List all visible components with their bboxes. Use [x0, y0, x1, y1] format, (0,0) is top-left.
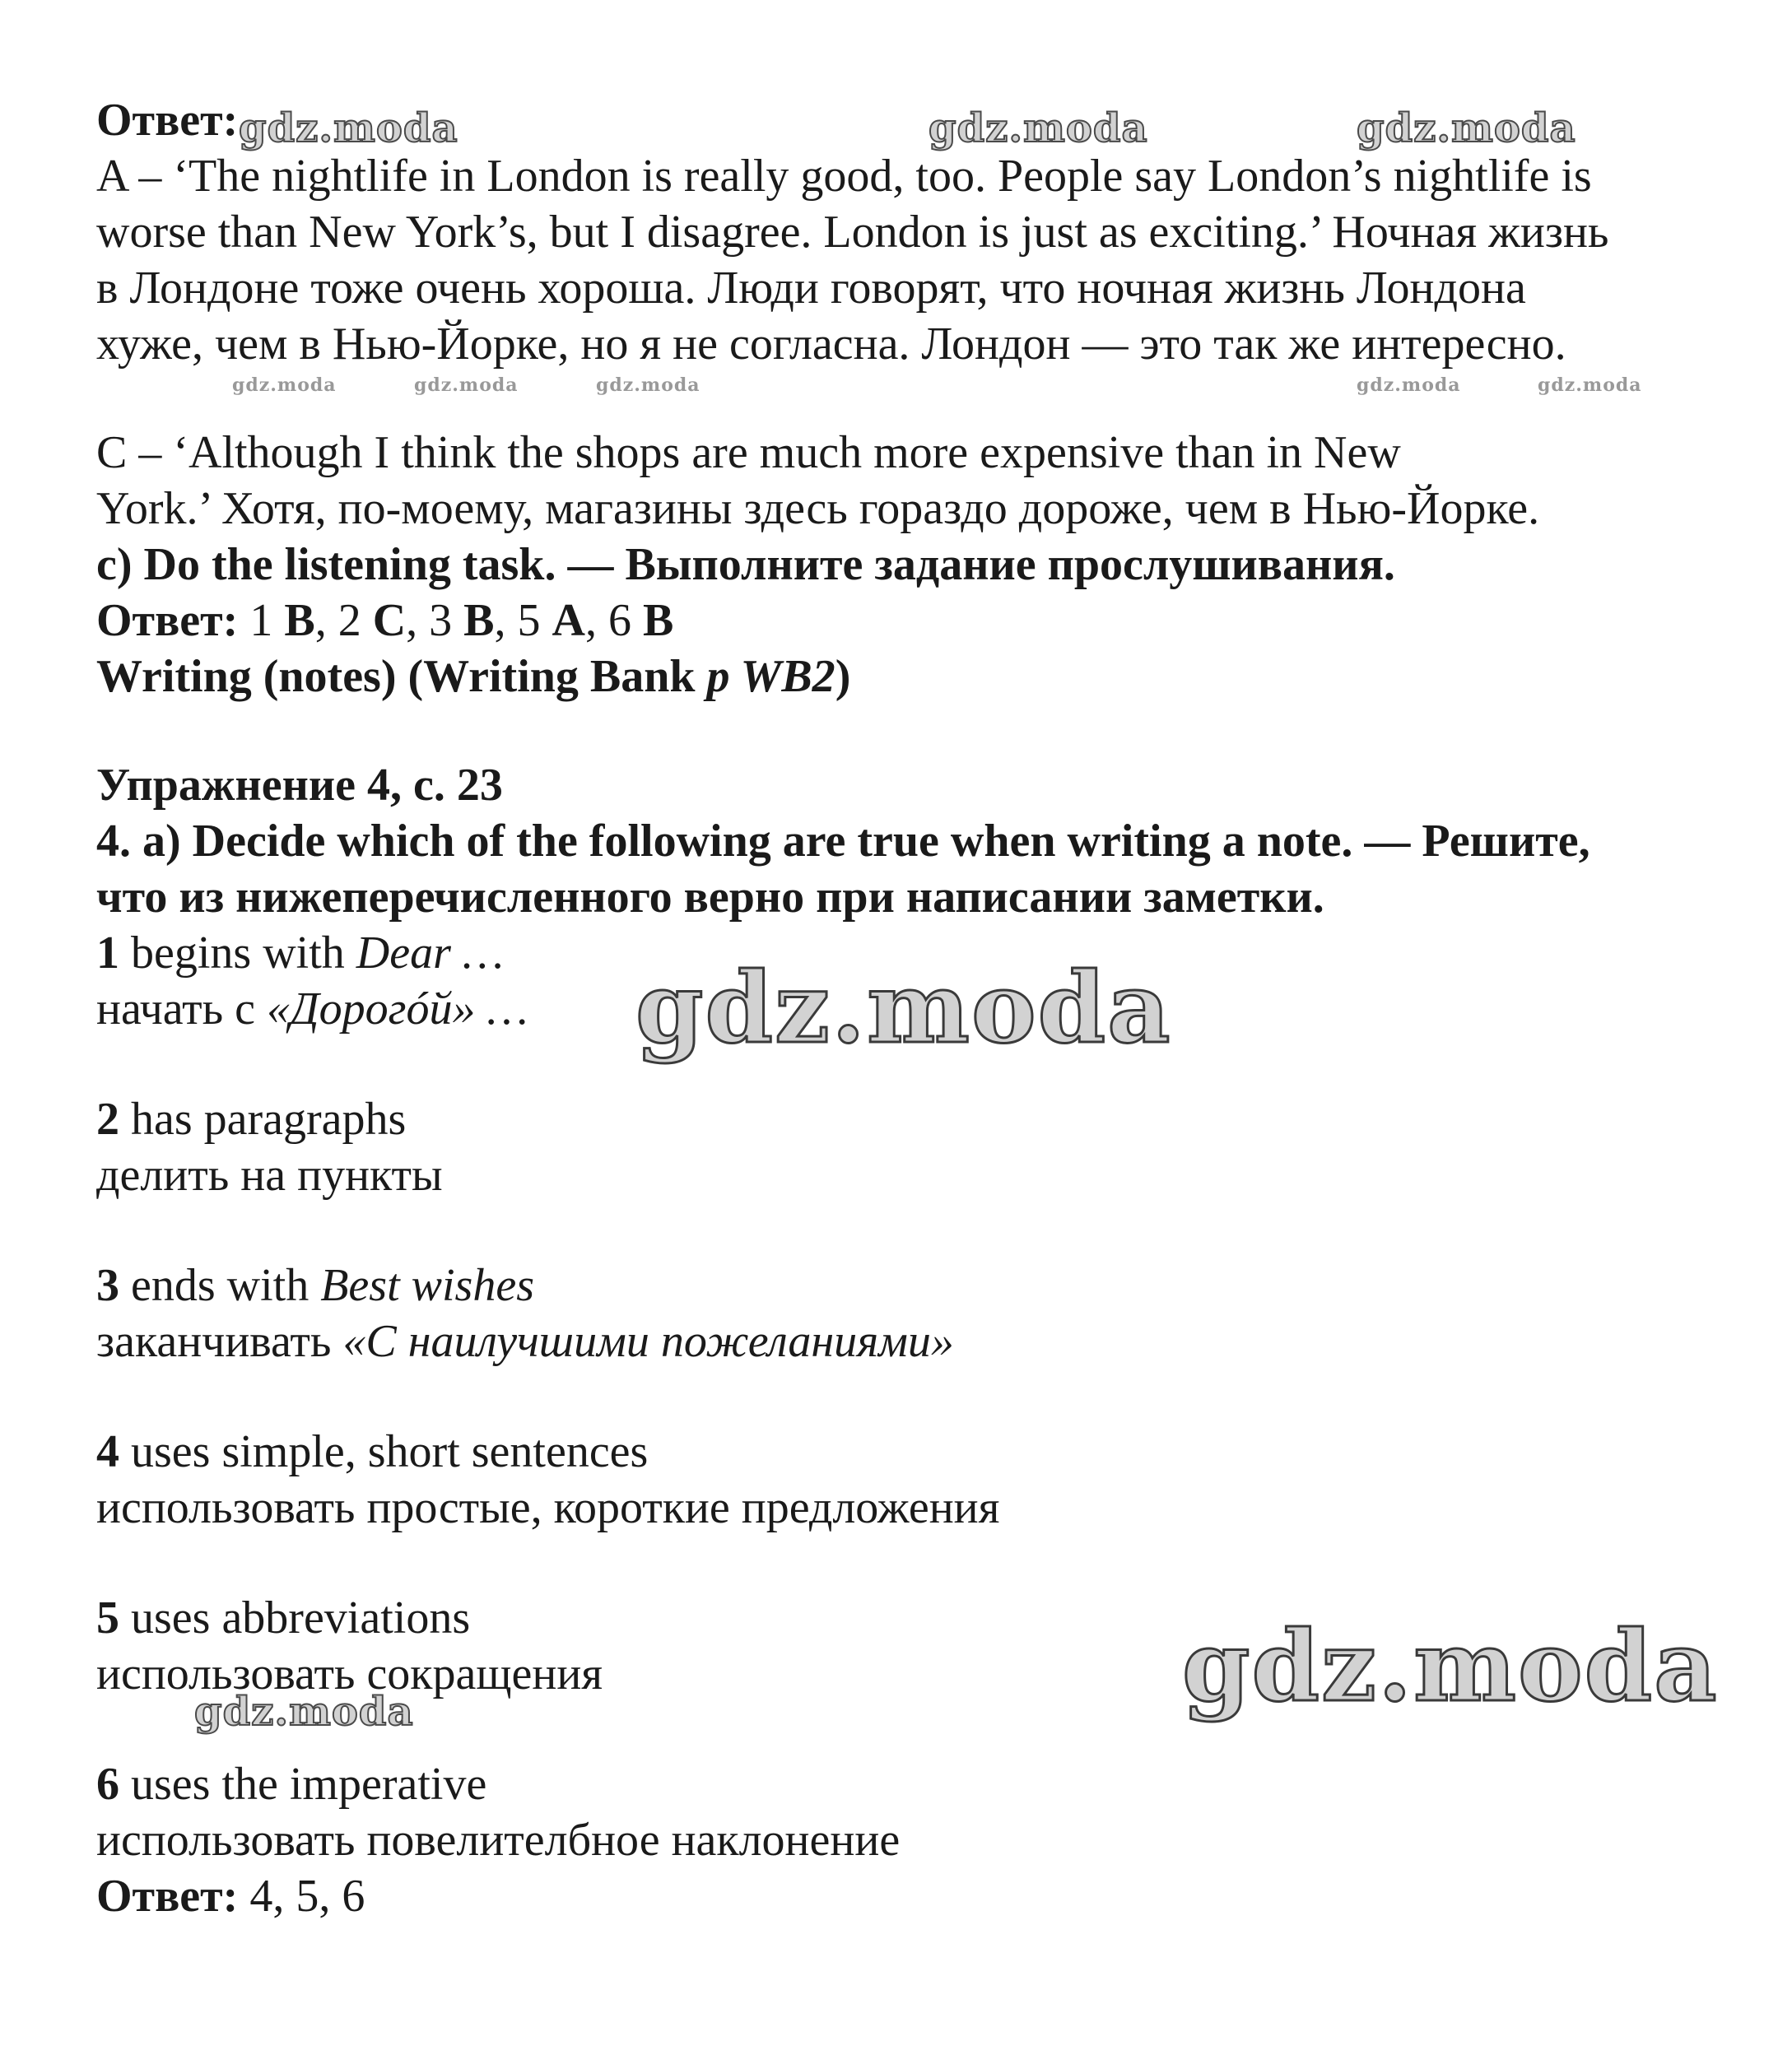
- answer-letter: A: [552, 595, 585, 646]
- writing-title-prefix: Writing (notes) (Writing Bank: [96, 651, 707, 702]
- item-number: 4: [96, 1426, 119, 1477]
- text-line: хуже, чем в Нью-Йорке, но я не согласна. Лондон — это так же интересно.: [96, 318, 1566, 370]
- answer-sep: ,: [584, 595, 608, 646]
- item-translation: использовать повелителбное наклонение: [96, 1815, 901, 1866]
- item-number: 2: [96, 1094, 119, 1145]
- text-line: C – ‘Although I think the shops are much more expensive than in New: [96, 427, 1401, 478]
- item-text: uses simple, short sentences: [119, 1426, 649, 1477]
- answer-num: 1: [249, 595, 273, 646]
- task-text: что из нижеперечисленного верно при написании заметки.: [96, 872, 1324, 923]
- watermark: gdz.moda: [239, 105, 458, 151]
- listening-heading: c) Do the listening task. — Выполните задание прослушивания.: [96, 539, 1395, 590]
- answer-letter: B: [463, 595, 495, 646]
- item-text: begins with: [119, 928, 356, 979]
- list-item-ru: [96, 1313, 954, 1369]
- item-text: uses abbreviations: [119, 1592, 471, 1644]
- answer-label: Ответ:: [96, 1871, 239, 1922]
- item-number: 5: [96, 1592, 119, 1644]
- list-item-ru: [96, 981, 528, 1037]
- watermark: gdz.moda: [232, 374, 337, 396]
- watermark: gdz.moda: [929, 105, 1148, 151]
- item-number: 3: [96, 1260, 119, 1311]
- answer-label: Ответ:: [96, 95, 239, 146]
- exercise-answer: [96, 1868, 365, 1924]
- item-translation: заканчивать: [96, 1316, 343, 1367]
- answer-num: 2: [337, 595, 361, 646]
- answer-letter: B: [284, 595, 315, 646]
- list-item-ru: [96, 1147, 443, 1203]
- answer-label: Ответ:: [96, 595, 239, 646]
- answer-sep: ,: [314, 595, 338, 646]
- text-line: worse than New York’s, but I disagree. London is just as exciting.’ Ночная жизнь: [96, 207, 1609, 258]
- item-translation-italic: «С наилучшими пожеланиями»: [342, 1316, 954, 1367]
- item-number: 6: [96, 1759, 119, 1810]
- exercise-heading: Упражнение 4, с. 23: [96, 760, 503, 811]
- list-item-ru: [96, 1480, 999, 1536]
- item-translation: использовать сокращения: [96, 1648, 603, 1699]
- list-item-ru: [96, 1646, 603, 1702]
- watermark: gdz.moda: [596, 374, 701, 396]
- answer-sep: ,: [406, 595, 430, 646]
- item-text: has paragraphs: [119, 1094, 407, 1145]
- text-line: York.’ Хотя, по-моему, магазины здесь гораздо дороже, чем в Нью-Йорке.: [96, 483, 1540, 534]
- item-translation: делить на пункты: [96, 1150, 443, 1201]
- item-translation-italic: «Дорогóй» …: [267, 983, 528, 1034]
- writing-title: [96, 649, 850, 704]
- watermark: gdz.moda: [1357, 105, 1576, 151]
- item-translation: использовать простые, короткие предложения: [96, 1482, 1000, 1533]
- watermark: gdz.moda: [635, 951, 1172, 1065]
- text-line: в Лондоне тоже очень хороша. Люди говорят, что ночная жизнь Лондона: [96, 263, 1526, 314]
- answer-num: 5: [517, 595, 541, 646]
- answer-letter: B: [642, 595, 674, 646]
- list-item-ru: [96, 1812, 900, 1868]
- text-line: A – ‘The nightlife in London is really good, too. People say London’s nightlife is: [96, 151, 1592, 202]
- list-item-en: [96, 925, 504, 981]
- watermark: gdz.moda: [1538, 374, 1642, 396]
- item-text-italic: Best wishes: [320, 1260, 534, 1311]
- list-item-en: [96, 1590, 470, 1646]
- task-text: 4. a) Decide which of the following are true when writing a note. — Решите,: [96, 816, 1590, 867]
- item-text: uses the imperative: [119, 1759, 487, 1810]
- watermark: gdz.moda: [414, 374, 519, 396]
- answer-sep: ,: [494, 595, 518, 646]
- watermark: gdz.moda: [1357, 374, 1461, 396]
- answer-letter: C: [372, 595, 407, 646]
- answer-num: 3: [429, 595, 453, 646]
- answer-value: 4, 5, 6: [238, 1871, 365, 1922]
- writing-title-ref: p WB2: [706, 651, 835, 702]
- listening-answer: [96, 593, 673, 649]
- answer-num: 6: [607, 595, 631, 646]
- list-item-en: [96, 1091, 406, 1147]
- list-item-en: [96, 1756, 486, 1812]
- list-item-en: [96, 1258, 534, 1313]
- watermark: gdz.moda: [1182, 1609, 1719, 1723]
- list-item-en: [96, 1424, 648, 1480]
- item-text-italic: Dear …: [356, 928, 504, 979]
- item-text: ends with: [119, 1260, 321, 1311]
- watermark: gdz.moda: [194, 1689, 414, 1735]
- item-translation: начать с: [96, 983, 268, 1034]
- writing-title-suffix: ): [835, 651, 851, 702]
- item-number: 1: [96, 928, 119, 979]
